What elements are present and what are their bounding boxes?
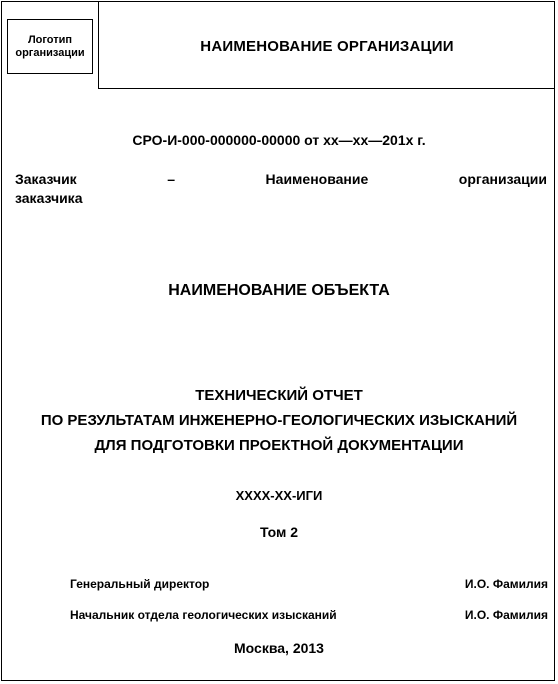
organization-logo-placeholder [7,19,93,74]
volume-number: Том 2 [259,524,299,540]
signature-row-director [70,577,548,591]
customer-block [15,170,547,208]
signature-position: Генеральный директор [70,577,210,591]
customer-word-3: организации [458,171,547,187]
header-horizontal-divider [98,88,555,89]
customer-word-2: Наименование [265,171,369,187]
customer-word-1: Заказчик [15,171,77,187]
customer-dash: – [167,171,176,187]
organization-name: НАИМЕНОВАНИЕ ОРГАНИЗАЦИИ [200,38,454,55]
logo-label-line2: организации [15,46,85,59]
report-title [0,383,558,458]
sro-certificate-line: СРО-И-000-000000-00000 от хх—хх—201х г. [132,132,426,148]
logo-label-line1: Логотип [27,33,73,46]
report-title-line-3: ДЛЯ ПОДГОТОВКИ ПРОЕКТНОЙ ДОКУМЕНТАЦИИ [94,437,464,454]
signature-name: И.О. Фамилия [464,577,548,591]
object-name: НАИМЕНОВАНИЕ ОБЪЕКТА [168,282,390,299]
report-title-line-2: ПО РЕЗУЛЬТАТАМ ИНЖЕНЕРНО-ГЕОЛОГИЧЕСКИХ ИЗЫСКАНИЙ [40,412,518,429]
report-title-line-1: ТЕХНИЧЕСКИЙ ОТЧЕТ [195,387,363,404]
signature-position: Начальник отдела геологических изысканий [70,608,337,622]
city-and-year: Москва, 2013 [234,640,324,656]
customer-line-1 [15,170,547,189]
signature-name: И.О. Фамилия [464,608,548,622]
document-code: ХХХХ-ХХ-ИГИ [235,488,323,503]
customer-line-2: заказчика [15,190,83,206]
signature-row-department-head [70,608,548,622]
